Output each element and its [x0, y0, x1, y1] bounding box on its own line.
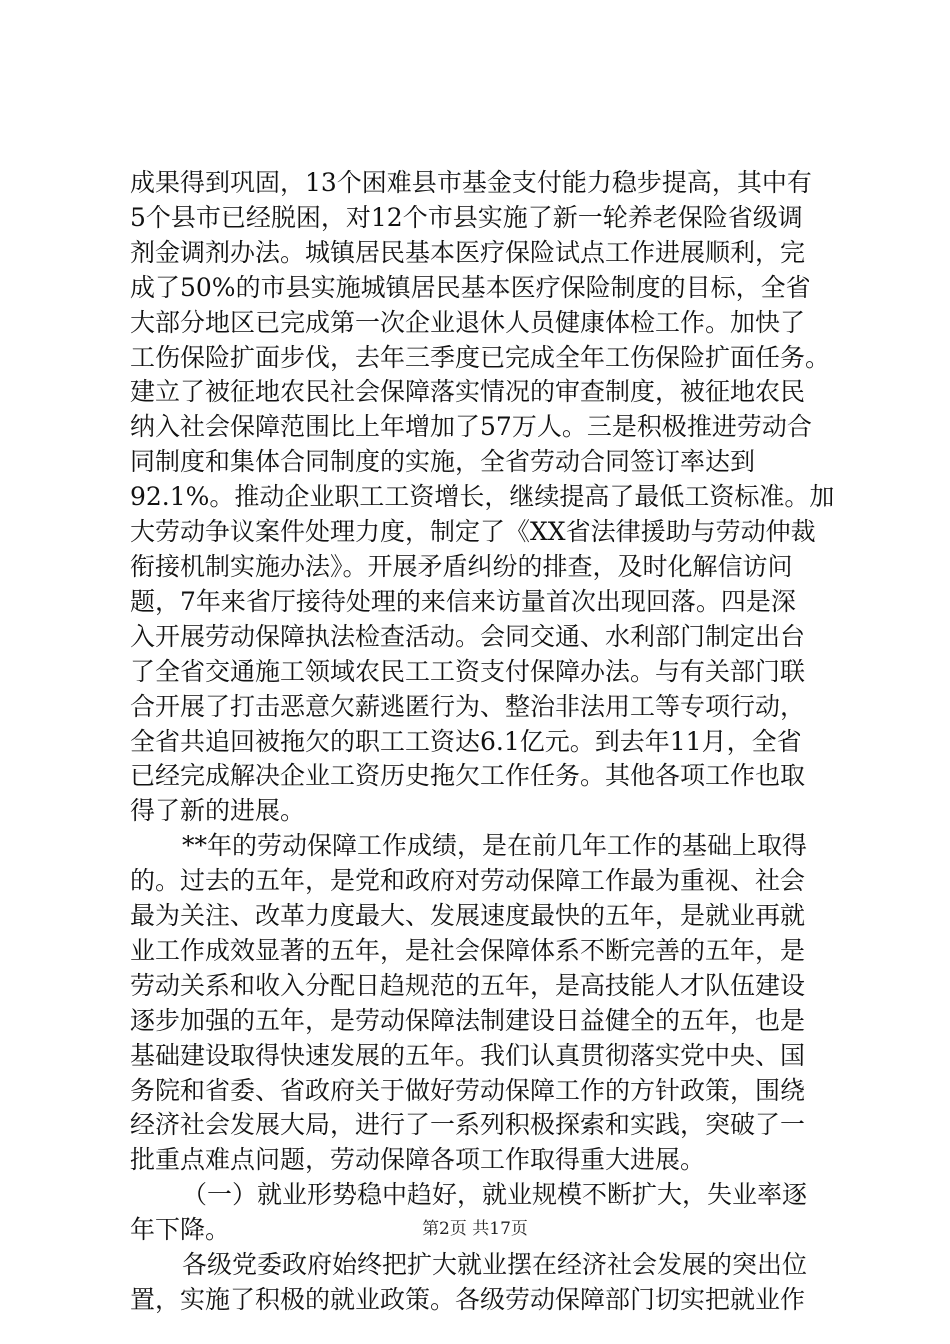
- text-line: 得了新的进展。: [130, 796, 306, 826]
- text-line: 置，实施了积极的就业政策。各级劳动保障部门切实把就业作: [130, 1285, 806, 1314]
- text-line: （一）就业形势稳中趋好，就业规模不断扩大，失业率逐: [182, 1180, 808, 1210]
- text-line: 同制度和集体合同制度的实施，全省劳动合同签订率达到: [130, 447, 756, 477]
- document-body: [130, 166, 840, 1318]
- text-line: 经济社会发展大局，进行了一系列积极探索和实践，突破了一: [130, 1110, 806, 1140]
- text-line: 基础建设取得快速发展的五年。我们认真贯彻落实党中央、国: [130, 1040, 806, 1070]
- text-line: 全省共追回被拖欠的职工工资达6.1亿元。到去年11月，全省: [130, 726, 802, 756]
- page-number: 第2页 共17页: [422, 1219, 528, 1239]
- text-line: 务院和省委、省政府关于做好劳动保障工作的方针政策，围绕: [130, 1075, 806, 1105]
- paragraph-2: [130, 829, 840, 1178]
- text-line: 成了50%的市县实施城镇居民基本医疗保险制度的目标，全省: [130, 272, 811, 302]
- text-line: 工伤保险扩面步伐，去年三季度已完成全年工伤保险扩面任务。: [130, 342, 831, 372]
- paragraph-4: [130, 1248, 840, 1318]
- text-line: 批重点难点问题，劳动保障各项工作取得重大进展。: [130, 1145, 706, 1175]
- text-line: 大劳动争议案件处理力度，制定了《XX省法律援助与劳动仲裁: [130, 517, 816, 547]
- text-line: 衔接机制实施办法》。开展矛盾纠纷的排查，及时化解信访问: [130, 551, 793, 581]
- text-line: 业工作成效显著的五年，是社会保障体系不断完善的五年，是: [130, 935, 806, 965]
- text-line: 的。过去的五年，是党和政府对劳动保障工作最为重视、社会: [130, 866, 806, 896]
- text-line: 各级党委政府始终把扩大就业摆在经济社会发展的突出位: [182, 1250, 808, 1280]
- text-line: 5个县市已经脱困，对12个市县实施了新一轮养老保险省级调: [130, 202, 803, 232]
- text-line: 纳入社会保障范围比上年增加了57万人。三是积极推进劳动合: [130, 412, 812, 442]
- text-line: 题，7年来省厅接待处理的来信来访量首次出现回落。四是深: [130, 586, 796, 616]
- text-line: **年的劳动保障工作成绩，是在前几年工作的基础上取得: [182, 831, 808, 861]
- text-line: 了全省交通施工领域农民工工资支付保障办法。与有关部门联: [130, 656, 806, 686]
- text-line: 大部分地区已完成第一次企业退休人员健康体检工作。加快了: [130, 307, 806, 337]
- text-line: 最为关注、改革力度最大、发展速度最快的五年，是就业再就: [130, 901, 806, 931]
- text-line: 剂金调剂办法。城镇居民基本医疗保险试点工作进展顺利，完: [130, 237, 806, 267]
- text-line: 劳动关系和收入分配日趋规范的五年，是高技能人才队伍建设: [130, 970, 806, 1000]
- paragraph-1: [130, 166, 840, 829]
- text-line: 建立了被征地农民社会保障落实情况的审查制度，被征地农民: [130, 377, 806, 407]
- text-line: 逐步加强的五年，是劳动保障法制建设日益健全的五年，也是: [130, 1005, 806, 1035]
- text-line: 入开展劳动保障执法检查活动。会同交通、水利部门制定出台: [130, 621, 806, 651]
- text-line: 合开展了打击恶意欠薪逃匿行为、整治非法用工等专项行动，: [130, 691, 806, 721]
- text-line: 已经完成解决企业工资历史拖欠工作任务。其他各项工作也取: [130, 761, 806, 791]
- text-line: 年下降。: [130, 1215, 231, 1245]
- text-line: 成果得到巩固，13个困难县市基金支付能力稳步提高，其中有: [130, 168, 812, 197]
- text-line: 92.1%。推动企业职工工资增长，继续提高了最低工资标准。加: [130, 482, 835, 512]
